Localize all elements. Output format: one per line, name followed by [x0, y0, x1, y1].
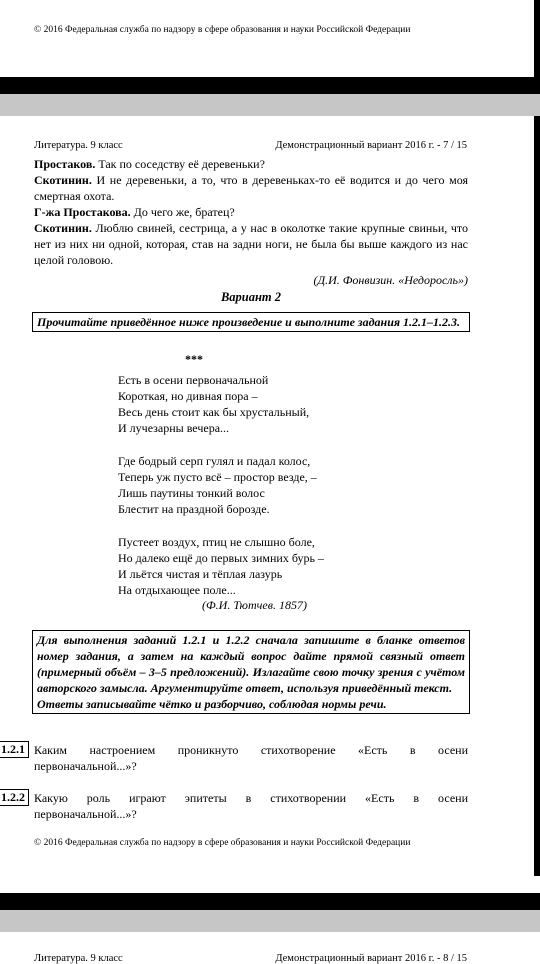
poem-line: На отдыхающее поле... [118, 583, 236, 597]
speaker: Скотинин. [34, 221, 92, 235]
speaker: Г-жа Простакова. [34, 205, 131, 219]
task-instruction-box [32, 630, 470, 714]
poem-line: Есть в осени первоначальной [118, 373, 269, 387]
excerpt-line [34, 220, 468, 268]
poem-stanza-3 [118, 534, 324, 598]
replica: Люблю свиней, сестрица, а у нас в околотке такие крупные свиньи, что нет из них ни одной, которая, став на задни ноги, не была бы выше каждого из нас целой головою. [34, 221, 468, 267]
speaker: Скотинин. [34, 173, 92, 187]
excerpt-source: (Д.И. Фонвизин. «Недоросль») [313, 273, 468, 287]
replica: До чего же, братец? [130, 205, 235, 219]
poem-line: Где бодрый серп гулял и падал колос, [118, 454, 311, 468]
speaker: Простаков. [34, 157, 96, 171]
footer-copyright: © 2016 Федеральная служба по надзору в сфере образования и науки Российской Федерации [34, 838, 411, 848]
poem-line: Короткая, но дивная пора – [118, 389, 258, 403]
question-text-line1: Какую роль играют эпитеты в стихотворении «Есть в осени [34, 791, 468, 805]
poem-source: (Ф.И. Тютчев. 1857) [202, 598, 307, 612]
poem-stanza-2 [118, 453, 317, 517]
page-gap [0, 94, 540, 116]
page-gap [0, 910, 540, 932]
poem-stanza-1 [118, 372, 309, 436]
header-subject: Литература. 9 класс [34, 953, 123, 964]
question-number: 1.2.2 [0, 789, 29, 806]
task-instruction-text: Для выполнения заданий 1.2.1 и 1.2.2 сначала запишите в бланке ответов номер задания, а затем на каждый вопрос дайте прямой связный ответ (примерный объём – 3–5 предложений). Излагайте свою точку зрения с учётом авторского замысла. Аргументируйте ответ, используя приведённый текст. [37, 633, 465, 695]
page-separator [0, 893, 540, 910]
footer-copyright: © 2016 Федеральная служба по надзору в сфере образования и науки Российской Федерации [34, 25, 411, 35]
poem-line: Лишь паутины тонкий волос [118, 486, 265, 500]
question-text-line2: первоначальной...»? [34, 807, 137, 821]
page-header [34, 140, 467, 151]
replica: И не деревеньки, а то, что в деревеньках-то её водится и до чего моя смертная охота. [34, 173, 468, 203]
next-page-header [34, 953, 467, 964]
page-edge [534, 0, 540, 77]
page-separator [0, 77, 540, 94]
poem-line: Весь день стоит как бы хрустальный, [118, 405, 310, 419]
page-edge [534, 116, 540, 876]
poem-stars: *** [185, 352, 203, 366]
excerpt-line [34, 204, 468, 220]
header-variant: Демонстрационный вариант 2016 г. - 8 / 15 [275, 953, 467, 964]
task-instruction-last-line: Ответы записывайте чётко и разборчиво, соблюдая нормы речи. [37, 697, 387, 711]
poem-line: Теперь уж пусто всё – простор везде, – [118, 470, 317, 484]
poem-line: И льётся чистая и тёплая лазурь [118, 567, 283, 581]
variant-title: Вариант 2 [220, 290, 282, 304]
header-subject: Литература. 9 класс [34, 140, 123, 151]
question-number: 1.2.1 [0, 741, 29, 758]
poem-line: Блестит на праздной борозде. [118, 502, 270, 516]
replica: Так по соседству её деревеньки? [95, 157, 265, 171]
poem-line: Но далеко ещё до первых зимних бурь – [118, 551, 324, 565]
poem-line: И лучезарны вечера... [118, 421, 230, 435]
instruction-box: Прочитайте приведённое ниже произведение и выполните задания 1.2.1–1.2.3. [32, 312, 470, 332]
excerpt-line [34, 156, 468, 172]
drama-excerpt [34, 156, 468, 288]
question-text-line1: Каким настроением проникнуто стихотворение «Есть в осени [34, 743, 468, 757]
header-variant: Демонстрационный вариант 2016 г. - 7 / 15 [275, 140, 467, 151]
excerpt-line [34, 172, 468, 204]
poem-line: Пустеет воздух, птиц не слышно боле, [118, 535, 315, 549]
question-text-line2: первоначальной...»? [34, 759, 137, 773]
